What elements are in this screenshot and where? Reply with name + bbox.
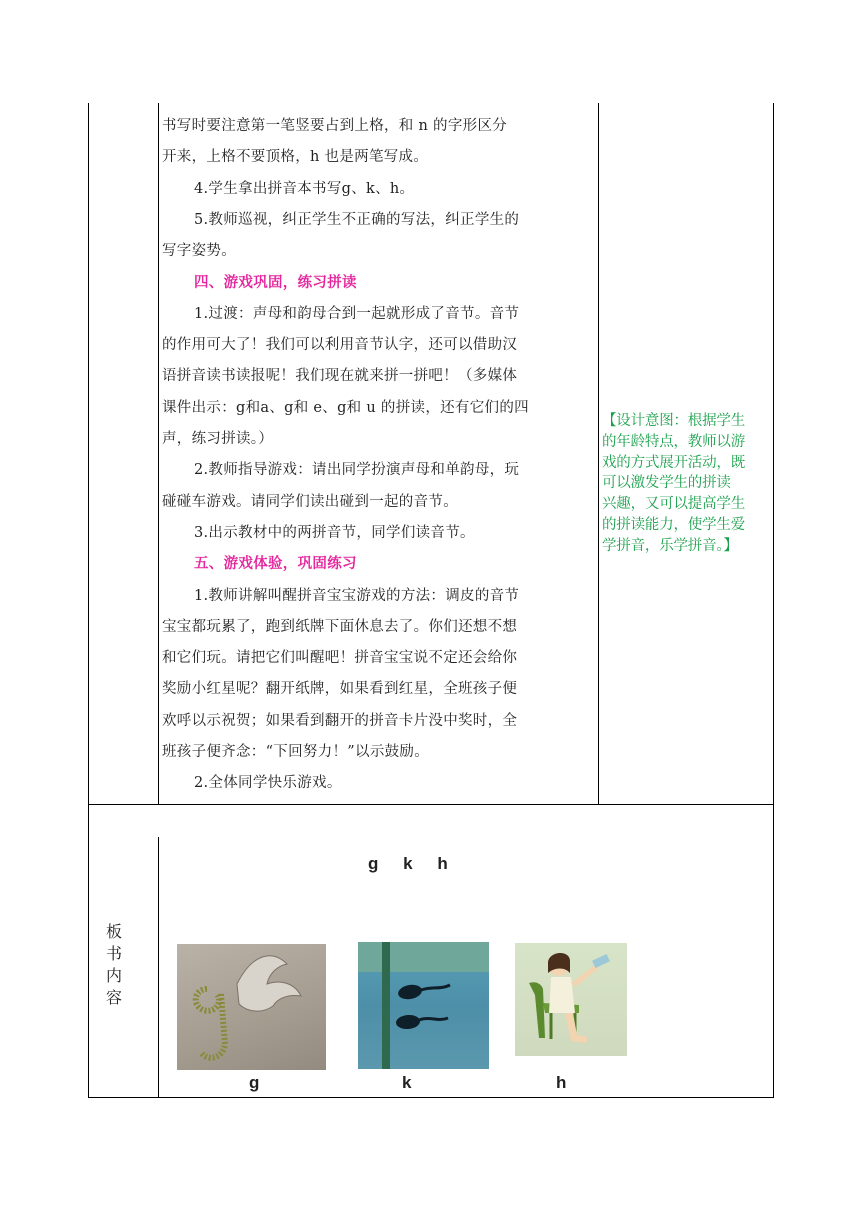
column-divider-1 — [158, 103, 159, 804]
intent-line: 可以激发学生的拼读 — [602, 475, 731, 492]
lesson-line: 班孩子便齐念：“下回努力！”以示鼓励。 — [162, 744, 430, 760]
row-divider — [88, 804, 774, 805]
lesson-line: 课件出示：g和a、g和 e、g和 u 的拼读，还有它们的四 — [162, 399, 529, 416]
lesson-line: 1.过渡：声母和韵母合到一起就形成了音节。音节 — [194, 305, 520, 322]
column-divider-1-lower — [158, 837, 159, 1098]
table-right-border — [773, 103, 774, 1098]
lesson-line: 1.教师讲解叫醒拼音宝宝游戏的方法：调皮的音节 — [194, 587, 520, 604]
lesson-line: 碰碰车游戏。请同学们读出碰到一起的音节。 — [162, 493, 458, 510]
label-char: 板 — [105, 922, 122, 941]
lesson-line: 2.教师指导游戏：请出同学扮演声母和单韵母，玩 — [194, 462, 520, 479]
intent-line: 戏的方式展开活动，既 — [602, 454, 745, 471]
lesson-line: 宝宝都玩累了，跑到纸牌下面休息去了。你们还想不想 — [162, 618, 518, 635]
intent-line: 的年龄特点，教师以游 — [602, 433, 745, 450]
lesson-line: 声，练习拼读。） — [162, 431, 274, 447]
letter-h: h — [437, 854, 448, 873]
letter-k: k — [403, 854, 413, 873]
caption-g: g — [249, 1073, 260, 1092]
board-letters — [368, 854, 468, 874]
lesson-line: 写字姿势。 — [162, 243, 236, 260]
lesson-line: 2.全体同学快乐游戏。 — [194, 775, 342, 792]
intent-line: 【设计意图：根据学生 — [602, 413, 745, 429]
section-heading: 五、游戏体验，巩固练习 — [194, 556, 357, 573]
label-char: 内 — [105, 966, 122, 985]
lesson-line: 的作用可大了！我们可以利用音节认字，还可以借助汉 — [162, 337, 518, 354]
lesson-line: 书写时要注意第一笔竖要占到上格，和 n 的字形区分 — [162, 118, 508, 134]
tadpoles-picture — [358, 942, 489, 1069]
table-left-border — [88, 103, 89, 1098]
lesson-line: 语拼音读书读报呢！我们现在就来拼一拼吧！（多媒体 — [162, 368, 518, 385]
intent-line: 的拼读能力，使学生爱 — [602, 516, 745, 533]
section-heading: 四、游戏巩固，练习拼读 — [194, 274, 357, 291]
lesson-line: 欢呼以示祝贺；如果看到翻开的拼音卡片没中奖时，全 — [162, 712, 518, 729]
intent-line: 学拼音，乐学拼音。】 — [602, 537, 738, 554]
design-intent — [602, 411, 772, 557]
label-char: 容 — [105, 988, 122, 1007]
letter-g: g — [368, 854, 379, 873]
label-char: 书 — [105, 944, 122, 963]
caption-k: k — [402, 1073, 412, 1092]
dove-g-picture — [177, 944, 326, 1070]
lesson-line: 3.出示教材中的两拼音节，同学们读音节。 — [194, 524, 475, 541]
lesson-line: 4.学生拿出拼音本书写g、k、h。 — [194, 180, 415, 197]
caption-h: h — [556, 1073, 567, 1092]
intent-line: 兴趣，又可以提高学生 — [602, 496, 745, 513]
girl-drinking-picture — [515, 943, 627, 1056]
lesson-line: 开来，上格不要顶格，h 也是两笔写成。 — [162, 149, 429, 166]
board-content-label — [104, 921, 124, 1009]
table-bottom-border — [88, 1097, 774, 1098]
lesson-line: 奖励小红星呢？翻开纸牌，如果看到红星，全班孩子便 — [162, 681, 518, 698]
lesson-line: 和它们玩。请把它们叫醒吧！拼音宝宝说不定还会给你 — [162, 650, 518, 667]
lesson-line: 5.教师巡视，纠正学生不正确的写法，纠正学生的 — [194, 211, 520, 228]
